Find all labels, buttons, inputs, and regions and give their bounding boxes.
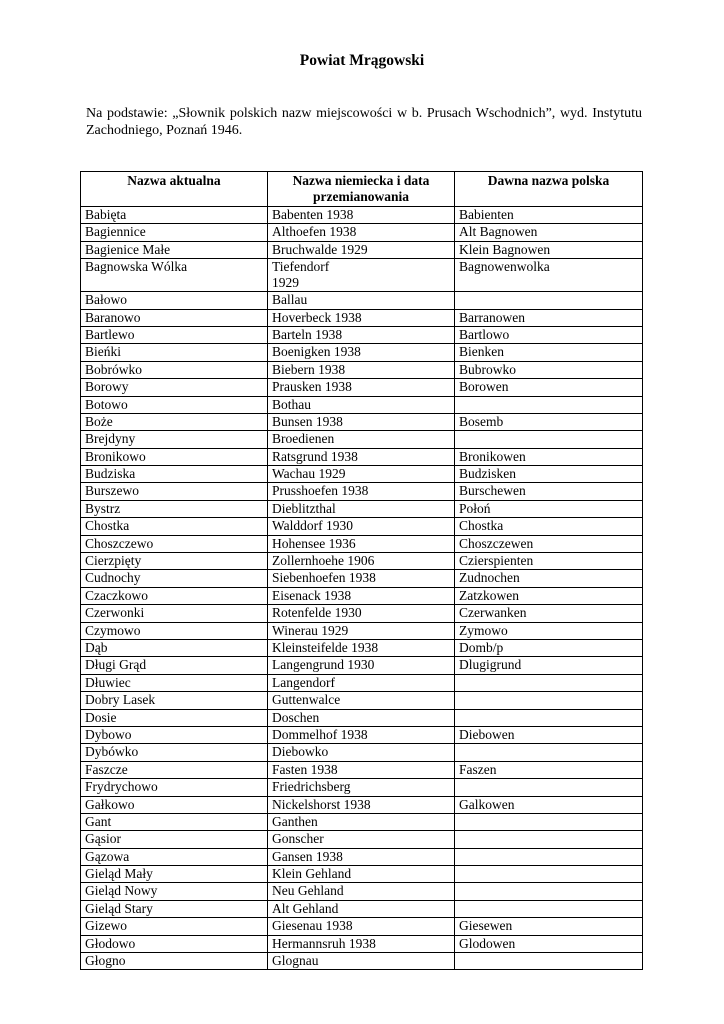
cell-current-name: Czerwonki — [81, 605, 268, 622]
table-row — [81, 241, 643, 258]
cell-german-name: Doschen — [268, 709, 455, 726]
cell-old-polish-name — [455, 848, 643, 865]
cell-current-name: Frydrychowo — [81, 779, 268, 796]
header-german-name: Nazwa niemiecka i data przemianowania — [268, 172, 455, 207]
cell-old-polish-name: Dlugigrund — [455, 657, 643, 674]
cell-german-name: Siebenhoefen 1938 — [268, 570, 455, 587]
cell-current-name: Czymowo — [81, 622, 268, 639]
cell-old-polish-name: Bienken — [455, 344, 643, 361]
cell-current-name: Bystrz — [81, 500, 268, 517]
cell-current-name: Czaczkowo — [81, 587, 268, 604]
cell-current-name: Budziska — [81, 466, 268, 483]
table-row — [81, 779, 643, 796]
table-row — [81, 622, 643, 639]
cell-current-name: Dosie — [81, 709, 268, 726]
cell-old-polish-name: Zatzkowen — [455, 587, 643, 604]
table-row — [81, 570, 643, 587]
table-row — [81, 813, 643, 830]
cell-german-name: Eisenack 1938 — [268, 587, 455, 604]
table-row — [81, 292, 643, 309]
table-row — [81, 413, 643, 430]
intro-paragraph: Na podstawie: „Słownik polskich nazw miejscowości w b. Prusach Wschodnich”, wyd. Instytutu Zachodniego, Poznań 1946. — [86, 106, 642, 138]
table-row — [81, 483, 643, 500]
cell-old-polish-name: Galkowen — [455, 796, 643, 813]
table-row — [81, 344, 643, 361]
cell-old-polish-name: Bagnowenwolka — [455, 259, 643, 292]
cell-current-name: Brejdyny — [81, 431, 268, 448]
cell-old-polish-name — [455, 709, 643, 726]
table-row — [81, 657, 643, 674]
cell-old-polish-name: Glodowen — [455, 935, 643, 952]
table-row — [81, 639, 643, 656]
table-row — [81, 500, 643, 517]
cell-current-name: Dobry Lasek — [81, 692, 268, 709]
cell-german-name: Guttenwalce — [268, 692, 455, 709]
table-row — [81, 396, 643, 413]
table-row — [81, 831, 643, 848]
header-current-name: Nazwa aktualna — [81, 172, 268, 207]
cell-german-name: Prusshoefen 1938 — [268, 483, 455, 500]
cell-german-name: Friedrichsberg — [268, 779, 455, 796]
cell-german-name: Neu Gehland — [268, 883, 455, 900]
cell-german-name: Hoverbeck 1938 — [268, 309, 455, 326]
table-row — [81, 466, 643, 483]
cell-current-name: Choszczewo — [81, 535, 268, 552]
table-header-row — [81, 172, 643, 207]
cell-old-polish-name — [455, 831, 643, 848]
cell-old-polish-name: Borowen — [455, 379, 643, 396]
cell-old-polish-name — [455, 396, 643, 413]
cell-old-polish-name: Bronikowen — [455, 448, 643, 465]
table-row — [81, 761, 643, 778]
table-row — [81, 431, 643, 448]
cell-old-polish-name: Zymowo — [455, 622, 643, 639]
cell-german-name: Ratsgrund 1938 — [268, 448, 455, 465]
cell-current-name: Babięta — [81, 207, 268, 224]
cell-german-name: Walddorf 1930 — [268, 518, 455, 535]
cell-current-name: Dybowo — [81, 726, 268, 743]
cell-german-name: Hohensee 1936 — [268, 535, 455, 552]
cell-current-name: Cierzpięty — [81, 553, 268, 570]
cell-german-name: Kleinsteifelde 1938 — [268, 639, 455, 656]
table-row — [81, 361, 643, 378]
table-row — [81, 726, 643, 743]
table-row — [81, 587, 643, 604]
table-row — [81, 883, 643, 900]
cell-current-name: Bieńki — [81, 344, 268, 361]
table-row — [81, 744, 643, 761]
cell-current-name: Gieląd Mały — [81, 866, 268, 883]
cell-current-name: Dąb — [81, 639, 268, 656]
cell-german-name: Biebern 1938 — [268, 361, 455, 378]
table-body — [81, 207, 643, 970]
cell-old-polish-name: Bosemb — [455, 413, 643, 430]
cell-old-polish-name: Budzisken — [455, 466, 643, 483]
table-row — [81, 796, 643, 813]
cell-old-polish-name: Domb/p — [455, 639, 643, 656]
cell-german-name: Bruchwalde 1929 — [268, 241, 455, 258]
table-row — [81, 448, 643, 465]
cell-current-name: Baranowo — [81, 309, 268, 326]
cell-current-name: Bagnowska Wólka — [81, 259, 268, 292]
cell-german-name: Barteln 1938 — [268, 326, 455, 343]
cell-german-name: Klein Gehland — [268, 866, 455, 883]
cell-current-name: Boże — [81, 413, 268, 430]
cell-old-polish-name: Giesewen — [455, 918, 643, 935]
cell-german-name: Gonscher — [268, 831, 455, 848]
cell-old-polish-name: Zudnochen — [455, 570, 643, 587]
cell-old-polish-name: Klein Bagnowen — [455, 241, 643, 258]
cell-current-name: Bagienice Małe — [81, 241, 268, 258]
cell-old-polish-name: Bubrowko — [455, 361, 643, 378]
cell-current-name: Cudnochy — [81, 570, 268, 587]
cell-german-name: Babenten 1938 — [268, 207, 455, 224]
table-row — [81, 309, 643, 326]
cell-old-polish-name: Połoń — [455, 500, 643, 517]
cell-german-name: Ballau — [268, 292, 455, 309]
cell-german-name: Zollernhoehe 1906 — [268, 553, 455, 570]
table-row — [81, 535, 643, 552]
cell-old-polish-name: Faszen — [455, 761, 643, 778]
table-row — [81, 709, 643, 726]
cell-old-polish-name — [455, 292, 643, 309]
cell-current-name: Głodowo — [81, 935, 268, 952]
cell-old-polish-name — [455, 953, 643, 970]
cell-current-name: Bartlewo — [81, 326, 268, 343]
cell-german-name: Prausken 1938 — [268, 379, 455, 396]
cell-german-name: Langendorf — [268, 674, 455, 691]
cell-current-name: Gieląd Nowy — [81, 883, 268, 900]
cell-german-name: Wachau 1929 — [268, 466, 455, 483]
cell-german-name: Fasten 1938 — [268, 761, 455, 778]
cell-german-name: Langengrund 1930 — [268, 657, 455, 674]
table-row — [81, 259, 643, 292]
table-row — [81, 224, 643, 241]
cell-old-polish-name — [455, 744, 643, 761]
table-row — [81, 207, 643, 224]
table-row — [81, 848, 643, 865]
cell-current-name: Bronikowo — [81, 448, 268, 465]
cell-old-polish-name — [455, 813, 643, 830]
table-row — [81, 518, 643, 535]
cell-old-polish-name — [455, 779, 643, 796]
cell-current-name: Bagiennice — [81, 224, 268, 241]
cell-german-name: Dieblitzthal — [268, 500, 455, 517]
table-row — [81, 379, 643, 396]
header-old-polish-name: Dawna nazwa polska — [455, 172, 643, 207]
cell-german-name: Broedienen — [268, 431, 455, 448]
table-row — [81, 674, 643, 691]
cell-current-name: Bobrówko — [81, 361, 268, 378]
cell-german-name: Dommelhof 1938 — [268, 726, 455, 743]
cell-old-polish-name — [455, 883, 643, 900]
cell-old-polish-name — [455, 866, 643, 883]
cell-old-polish-name — [455, 692, 643, 709]
cell-old-polish-name: Chostka — [455, 518, 643, 535]
cell-old-polish-name — [455, 674, 643, 691]
cell-german-name: Tiefendorf 1929 — [268, 259, 455, 292]
cell-german-name: Nickelshorst 1938 — [268, 796, 455, 813]
cell-current-name: Gieląd Stary — [81, 900, 268, 917]
cell-current-name: Bałowo — [81, 292, 268, 309]
cell-current-name: Botowo — [81, 396, 268, 413]
cell-german-name: Glognau — [268, 953, 455, 970]
cell-current-name: Gant — [81, 813, 268, 830]
cell-german-name: Gansen 1938 — [268, 848, 455, 865]
cell-old-polish-name: Barranowen — [455, 309, 643, 326]
cell-old-polish-name: Alt Bagnowen — [455, 224, 643, 241]
cell-german-name: Alt Gehland — [268, 900, 455, 917]
place-names-table — [80, 171, 643, 970]
cell-current-name: Dłuwiec — [81, 674, 268, 691]
cell-current-name: Długi Grąd — [81, 657, 268, 674]
cell-old-polish-name: Diebowen — [455, 726, 643, 743]
cell-german-name: Boenigken 1938 — [268, 344, 455, 361]
table-row — [81, 553, 643, 570]
cell-german-name: Giesenau 1938 — [268, 918, 455, 935]
cell-current-name: Gizewo — [81, 918, 268, 935]
page-title: Powiat Mrągowski — [299, 52, 425, 69]
cell-old-polish-name: Czierspienten — [455, 553, 643, 570]
cell-current-name: Głogno — [81, 953, 268, 970]
cell-current-name: Faszcze — [81, 761, 268, 778]
table-row — [81, 605, 643, 622]
cell-old-polish-name — [455, 431, 643, 448]
cell-old-polish-name: Bartlowo — [455, 326, 643, 343]
cell-current-name: Gązowa — [81, 848, 268, 865]
cell-german-name: Rotenfelde 1930 — [268, 605, 455, 622]
cell-current-name: Gałkowo — [81, 796, 268, 813]
cell-old-polish-name: Czerwanken — [455, 605, 643, 622]
cell-german-name: Bunsen 1938 — [268, 413, 455, 430]
table-row — [81, 935, 643, 952]
cell-old-polish-name: Choszczewen — [455, 535, 643, 552]
cell-current-name: Dybówko — [81, 744, 268, 761]
table-row — [81, 692, 643, 709]
cell-german-name: Hermannsruh 1938 — [268, 935, 455, 952]
cell-german-name: Diebowko — [268, 744, 455, 761]
table-row — [81, 900, 643, 917]
table-row — [81, 953, 643, 970]
cell-current-name: Chostka — [81, 518, 268, 535]
table-row — [81, 326, 643, 343]
table-row — [81, 866, 643, 883]
cell-current-name: Borowy — [81, 379, 268, 396]
cell-german-name: Bothau — [268, 396, 455, 413]
cell-old-polish-name: Burschewen — [455, 483, 643, 500]
cell-old-polish-name: Babienten — [455, 207, 643, 224]
cell-current-name: Burszewo — [81, 483, 268, 500]
cell-german-name: Ganthen — [268, 813, 455, 830]
cell-german-name: Winerau 1929 — [268, 622, 455, 639]
cell-german-name: Althoefen 1938 — [268, 224, 455, 241]
table-row — [81, 918, 643, 935]
cell-old-polish-name — [455, 900, 643, 917]
cell-current-name: Gąsior — [81, 831, 268, 848]
